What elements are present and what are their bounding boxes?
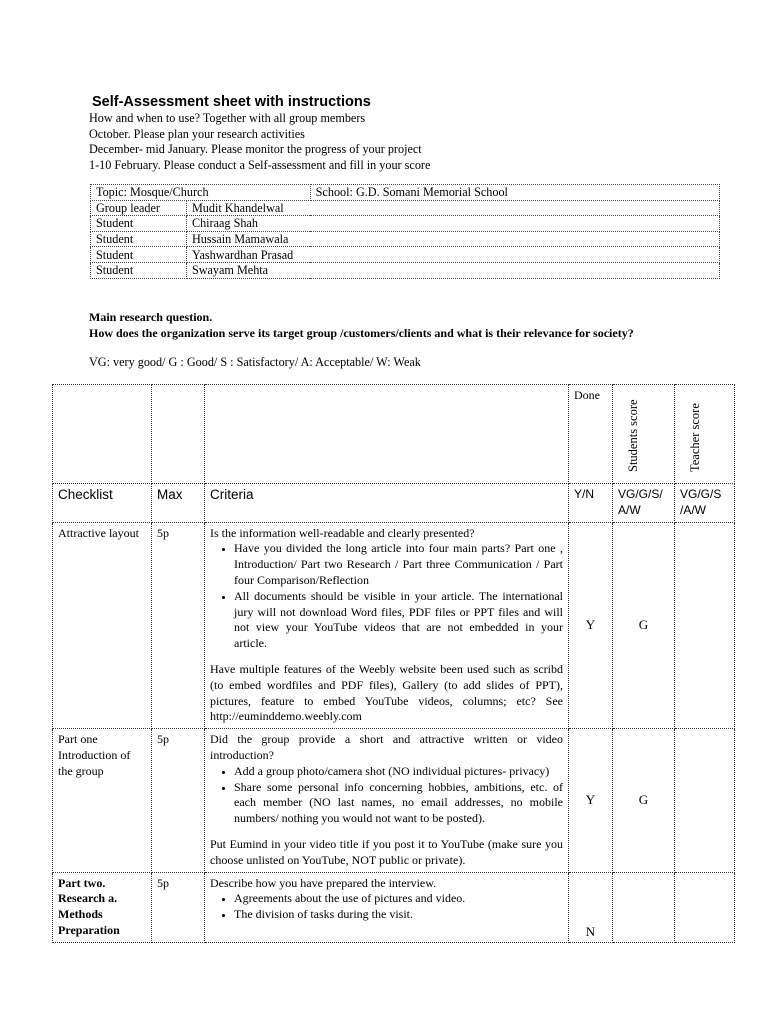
member-name-cell: Mudit Khandelwal — [186, 200, 719, 216]
yn-header: Y/N — [569, 484, 613, 523]
teacher-score-cell — [675, 522, 735, 729]
teacher-score-label: Teacher score — [688, 403, 702, 472]
done-cell: N — [569, 872, 613, 942]
member-name-cell: Swayam Mehta — [186, 262, 719, 278]
criteria-lead: Is the information well-readable and clearly presented? — [210, 525, 475, 540]
role-cell: Student — [91, 262, 187, 278]
max-header: Max — [152, 484, 205, 523]
research-question: How does the organization serve its target group /customers/clients and what is their relevance for society? — [89, 325, 634, 340]
table-row — [91, 200, 720, 216]
intro-line: October. Please plan your research activities — [89, 126, 305, 141]
criteria-header: Criteria — [205, 484, 569, 523]
table-row — [53, 522, 735, 729]
checklist-item: Part two. Research a. Methods Preparation — [53, 872, 152, 942]
criteria-cell — [205, 522, 569, 729]
done-cell: Y — [569, 522, 613, 729]
checklist-item: Attractive layout — [53, 522, 152, 729]
students-score-header — [613, 385, 675, 484]
criteria-cell — [205, 729, 569, 872]
done-cell: Y — [569, 729, 613, 872]
member-name-cell: Chiraag Shah — [186, 216, 719, 232]
group-info-table — [90, 184, 720, 279]
criteria-bullet: • Have you divided the long article into four main parts? Part one , Introduction/ Part two Research / Part three Communication / Part four Comparison/Reflection — [234, 541, 563, 588]
checklist-header: Checklist — [53, 484, 152, 523]
criteria-note: Put Eumind in your video title if you post it to YouTube (make sure you choose unlisted on YouTube, NOT public or private). — [210, 836, 563, 867]
score-legend: VG: very good/ G : Good/ S : Satisfactory/ A: Acceptable/ W: Weak — [89, 355, 421, 369]
teacher-scale-header: VG/G/S /A/W — [675, 484, 735, 523]
criteria-note: Have multiple features of the Weebly website been used such as scribd (to embed wordfiles and PDF files), Gallery (to add slides of PPT), pictures, feature to embed YouTube videos, columns; etc? See http://euminddemo.weebly.com — [210, 661, 563, 724]
checklist-item: Part one Introduction of the group — [53, 729, 152, 872]
table-header-row — [53, 484, 735, 523]
students-score-label: Students score — [626, 399, 640, 472]
done-header: Done — [569, 385, 613, 484]
teacher-score-header — [675, 385, 735, 484]
table-row — [53, 872, 735, 942]
table-row — [91, 216, 720, 232]
criteria-cell — [205, 872, 569, 942]
teacher-score-cell — [675, 729, 735, 872]
students-scale-header: VG/G/S/ A/W — [613, 484, 675, 523]
criteria-bullet: • Share some personal info concerning hobbies, ambitions, etc. of each member (NO last names, no email addresses, no mobile numbers/ nothing you would not want to be posted). — [234, 780, 563, 827]
intro-text — [89, 111, 430, 173]
table-row — [91, 231, 720, 247]
criteria-bullet: • All documents should be visible in your article. The international jury will not download Word files, PDF files or PPT files and will not view your YouTube videos that are not embedded in your article. — [234, 589, 563, 652]
research-heading: Main research question. — [89, 310, 213, 324]
table-row — [53, 729, 735, 872]
max-points: 5p — [152, 872, 205, 942]
table-row — [91, 185, 720, 201]
topic-cell: Topic: Mosque/Church — [91, 185, 311, 201]
max-points: 5p — [152, 522, 205, 729]
checklist-table — [52, 384, 735, 943]
member-name-cell: Yashwardhan Prasad — [186, 247, 719, 263]
role-cell: Student — [91, 216, 187, 232]
criteria-lead: Did the group provide a short and attractive written or video introduction? — [210, 732, 563, 762]
role-cell: Student — [91, 231, 187, 247]
intro-line: How and when to use? Together with all group members — [89, 111, 366, 125]
max-points: 5p — [152, 729, 205, 872]
table-row — [91, 247, 720, 263]
role-cell: Student — [91, 247, 187, 263]
table-row — [91, 262, 720, 278]
document-title: Self-Assessment sheet with instructions — [92, 94, 371, 110]
student-score-cell: G — [613, 522, 675, 729]
criteria-bullet: • Agreements about the use of pictures and video. — [234, 891, 563, 907]
criteria-bullet: • Add a group photo/camera shot (NO individual pictures- privacy) — [234, 764, 563, 780]
criteria-bullet: • The division of tasks during the visit. — [234, 907, 563, 923]
intro-line: December- mid January. Please monitor the progress of your project — [89, 142, 422, 157]
role-cell: Group leader — [91, 200, 187, 216]
table-header-row — [53, 385, 735, 484]
student-score-cell — [613, 872, 675, 942]
student-score-cell: G — [613, 729, 675, 872]
criteria-lead: Describe how you have prepared the interview. — [210, 875, 437, 890]
member-name-cell: Hussain Mamawala — [186, 231, 719, 247]
school-cell: School: G.D. Somani Memorial School — [310, 185, 719, 201]
research-question-block — [89, 310, 634, 341]
intro-line: 1-10 February. Please conduct a Self-assessment and fill in your score — [89, 157, 431, 172]
teacher-score-cell — [675, 872, 735, 942]
